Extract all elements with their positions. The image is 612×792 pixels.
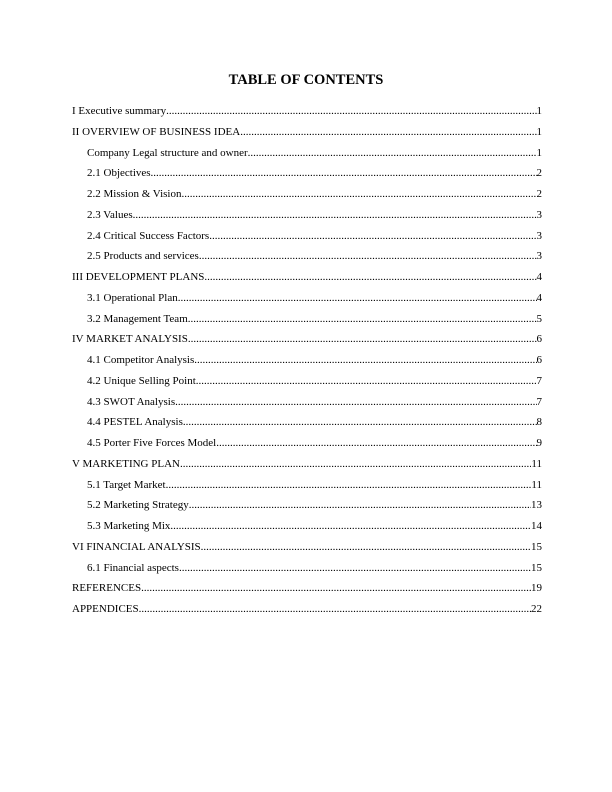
toc-entry[interactable]: [72, 350, 542, 371]
toc-entry[interactable]: [72, 246, 542, 267]
toc-entry-label: 2.1 Objectives: [87, 167, 151, 180]
toc-entry-page-number: 3: [536, 208, 542, 221]
toc-entry[interactable]: [72, 537, 542, 558]
toc-entry[interactable]: [72, 371, 542, 392]
toc-entry-page-number: 22: [531, 603, 542, 615]
toc-entry-page-number: 9: [536, 437, 542, 449]
toc-entry-label: I Executive summary: [72, 105, 167, 117]
toc-dot-leader: [188, 329, 537, 350]
toc-dot-leader: [199, 246, 537, 267]
toc-entry[interactable]: [72, 184, 542, 205]
toc-entry[interactable]: [72, 288, 542, 309]
toc-dot-leader: [166, 101, 536, 122]
toc-dot-leader: [166, 475, 532, 496]
toc-entry[interactable]: [72, 329, 542, 350]
toc-entry-label: IV MARKET ANALYSIS: [72, 333, 188, 346]
toc-entry[interactable]: [72, 122, 542, 143]
toc-entry-label: 6.1 Financial aspects: [87, 561, 179, 574]
toc-entry[interactable]: [72, 267, 542, 288]
toc-entry[interactable]: [72, 101, 542, 122]
toc-entry-label: II OVERVIEW OF BUSINESS IDEA: [72, 125, 241, 138]
toc-entry-label: V MARKETING PLAN: [72, 457, 180, 470]
toc-entry-page-number: 15: [531, 561, 542, 574]
toc-entry[interactable]: [72, 412, 542, 433]
toc-title: TABLE OF CONTENTS: [228, 72, 384, 88]
toc-entry-label: 4.4 PESTEL Analysis: [87, 416, 183, 429]
toc-dot-leader: [216, 433, 536, 454]
toc-dot-leader: [178, 288, 537, 309]
toc-entry-label: 2.2 Mission & Vision: [87, 188, 182, 200]
toc-entry-label: 5.1 Target Market: [87, 478, 166, 491]
toc-entry-page-number: 2: [536, 167, 542, 180]
toc-entry-page-number: 3: [536, 229, 542, 242]
toc-entry[interactable]: [72, 205, 542, 226]
toc-list: [72, 101, 542, 620]
toc-entry-label: 4.5 Porter Five Forces Model: [87, 437, 217, 449]
toc-entry-page-number: 2: [536, 188, 542, 200]
toc-entry-page-number: 11: [531, 478, 542, 491]
toc-entry-label: APPENDICES: [72, 603, 139, 615]
toc-entry-label: Company Legal structure and owner: [87, 146, 248, 159]
toc-dot-leader: [240, 122, 536, 143]
toc-entry-label: 2.3 Values: [87, 208, 133, 221]
toc-entry[interactable]: [72, 143, 542, 164]
toc-entry-label: III DEVELOPMENT PLANS: [72, 271, 205, 283]
toc-entry-page-number: 7: [536, 374, 542, 387]
toc-entry[interactable]: [72, 558, 542, 579]
toc-entry-page-number: 15: [531, 540, 542, 553]
toc-dot-leader: [180, 454, 531, 475]
toc-entry-label: 2.5 Products and services: [87, 250, 199, 263]
toc-entry-label: 3.2 Management Team: [87, 312, 188, 325]
toc-entry[interactable]: [72, 309, 542, 330]
toc-entry-page-number: 14: [531, 520, 542, 532]
toc-dot-leader: [141, 578, 531, 599]
toc-entry-page-number: 4: [536, 271, 542, 283]
toc-entry-page-number: 1: [536, 105, 542, 117]
toc-entry-page-number: 5: [536, 312, 542, 325]
toc-entry-page-number: 1: [536, 146, 542, 159]
toc-dot-leader: [139, 599, 531, 620]
toc-entry-page-number: 8: [536, 416, 542, 429]
toc-entry-page-number: 6: [536, 354, 542, 366]
toc-entry-page-number: 7: [536, 395, 542, 408]
toc-entry-page-number: 3: [536, 250, 542, 263]
toc-dot-leader: [182, 184, 537, 205]
toc-entry-label: 4.1 Competitor Analysis: [87, 354, 195, 366]
toc-entry[interactable]: [72, 392, 542, 413]
toc-entry[interactable]: [72, 226, 542, 247]
toc-entry[interactable]: [72, 516, 542, 537]
toc-dot-leader: [196, 371, 537, 392]
toc-dot-leader: [133, 205, 537, 226]
toc-dot-leader: [209, 226, 536, 247]
toc-entry-label: 2.4 Critical Success Factors: [87, 229, 210, 242]
toc-entry[interactable]: [72, 495, 542, 516]
toc-entry-label: VI FINANCIAL ANALYSIS: [72, 540, 201, 553]
toc-entry-label: REFERENCES: [72, 582, 142, 595]
toc-entry-page-number: 4: [536, 291, 542, 304]
toc-entry[interactable]: [72, 454, 542, 475]
toc-entry-page-number: 11: [531, 457, 542, 470]
toc-entry-page-number: 13: [531, 499, 542, 512]
toc-dot-leader: [204, 267, 536, 288]
toc-entry-page-number: 1: [536, 125, 542, 138]
toc-dot-leader: [188, 309, 537, 330]
toc-entry-label: 4.3 SWOT Analysis: [87, 395, 176, 408]
toc-dot-leader: [179, 558, 531, 579]
toc-entry-label: 4.2 Unique Selling Point: [87, 374, 196, 387]
toc-dot-leader: [248, 143, 537, 164]
toc-entry[interactable]: [72, 433, 542, 454]
toc-entry-page-number: 6: [536, 333, 542, 346]
toc-dot-leader: [183, 412, 537, 433]
toc-dot-leader: [151, 163, 537, 184]
toc-entry-label: 5.3 Marketing Mix: [87, 520, 171, 532]
toc-entry-label: 3.1 Operational Plan: [87, 291, 178, 304]
toc-dot-leader: [170, 516, 531, 537]
toc-dot-leader: [189, 495, 531, 516]
toc-entry[interactable]: [72, 578, 542, 599]
toc-entry[interactable]: [72, 599, 542, 620]
toc-dot-leader: [201, 537, 531, 558]
toc-entry[interactable]: [72, 163, 542, 184]
toc-entry[interactable]: [72, 475, 542, 496]
toc-dot-leader: [194, 350, 536, 371]
toc-entry-label: 5.2 Marketing Strategy: [87, 499, 189, 512]
toc-dot-leader: [175, 392, 536, 413]
toc-entry-page-number: 19: [531, 582, 542, 595]
